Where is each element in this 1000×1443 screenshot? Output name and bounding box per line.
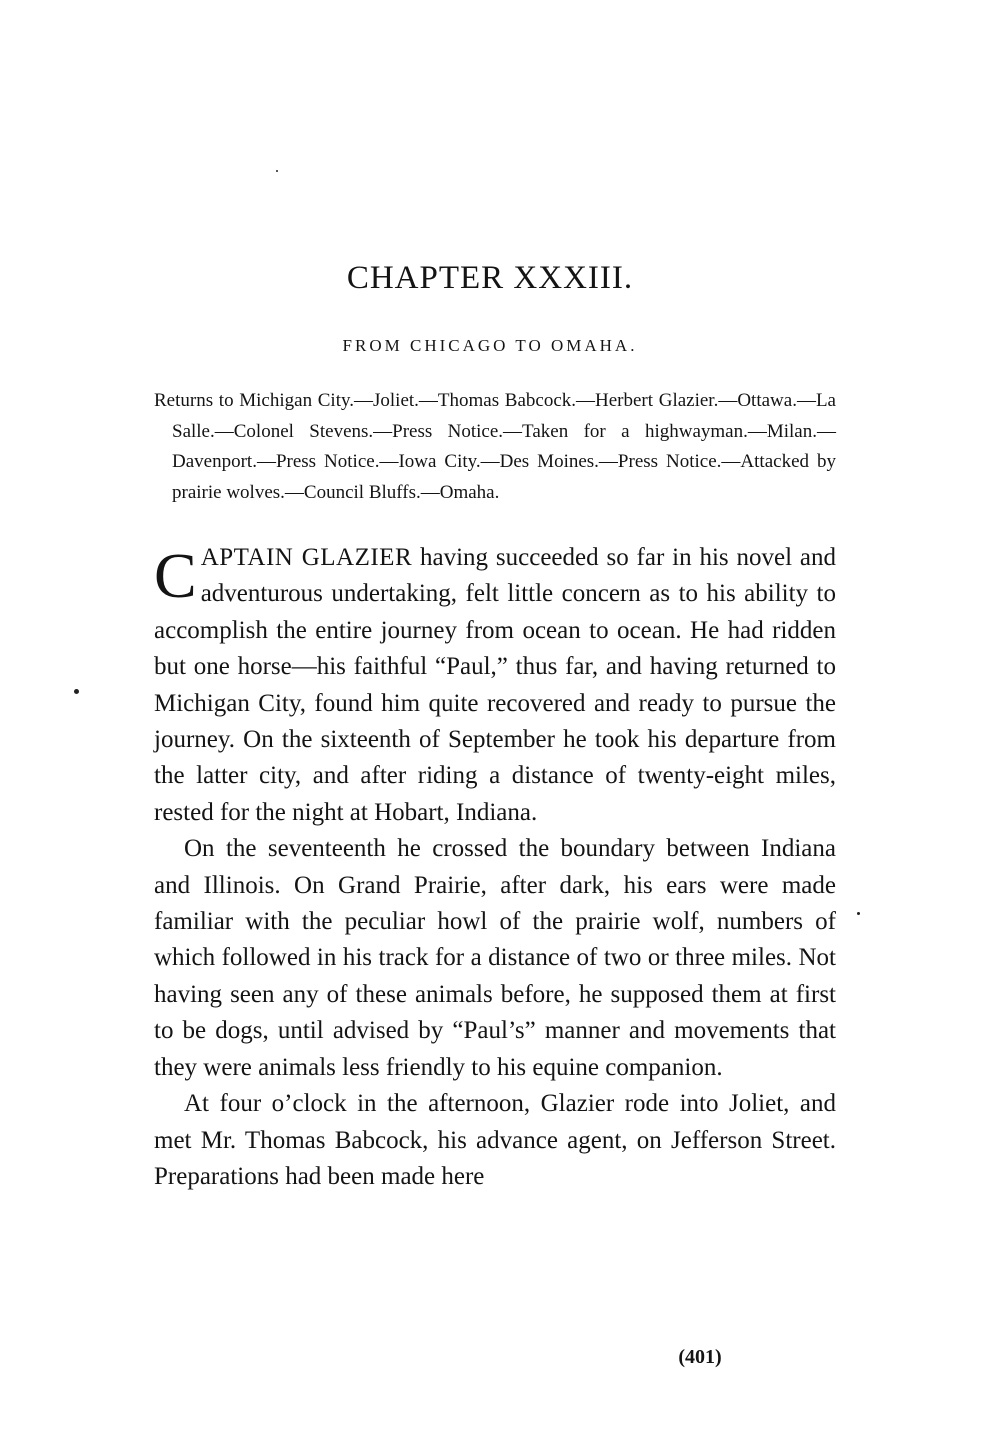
paragraph-3: At four o’clock in the afternoon, Glazier rode into Joliet, and met Mr. Thomas Babcock, his advance agent, on Jefferson Street. Preparations had been made here — [154, 1090, 836, 1190]
chapter-synopsis: Returns to Michigan City.—Joliet.—Thomas Babcock.—Herbert Glazier.—Ottawa.—La Salle.—Colonel Stevens.—Press Notice.—Taken for a highwayman.—Milan.—Davenport.—Press Notice.—Iowa City.—Des Moines.—Press Notice.—Attacked by prairie wolves.—Council Bluffs.—Omaha. — [154, 390, 836, 503]
body-text — [154, 540, 836, 1195]
paragraph-2: On the seventeenth he crossed the boundary between Indiana and Illinois. On Grand Prairie, after dark, his ears were made familiar with the peculiar howl of the prairie wolf, numbers of which followed in his track for a distance of two or three miles. Not having seen any of these animals before, he supposed them at first to be dogs, until advised by “Paul’s” manner and movements that they were animals less friendly to his equine companion. — [154, 835, 836, 1081]
paragraph-text: having succeeded so far in his novel and adventurous undertaking, felt little concern as to his ability to accomplish the entire journey from ocean to ocean. He had ridden but one horse—his faithful “Paul,” thus far, and having returned to Michigan City, found him quite recovered and ready to pursue the journey. On the sixteenth of September he took his departure from the latter city, and after riding a distance of twenty-eight miles, rested for the night at Hobart, Indiana. — [154, 544, 836, 826]
drop-cap: C — [154, 540, 197, 611]
chapter-title: CHAPTER XXXIII. — [346, 260, 634, 296]
paragraph-1 — [154, 540, 836, 831]
paragraph-lead-in: APTAIN GLAZIER — [200, 544, 413, 571]
ink-speck — [276, 170, 278, 172]
ink-speck — [857, 912, 860, 915]
page-number: (401) — [678, 1346, 722, 1368]
chapter-subtitle: FROM CHICAGO TO OMAHA. — [342, 336, 638, 355]
ink-speck — [74, 689, 79, 694]
